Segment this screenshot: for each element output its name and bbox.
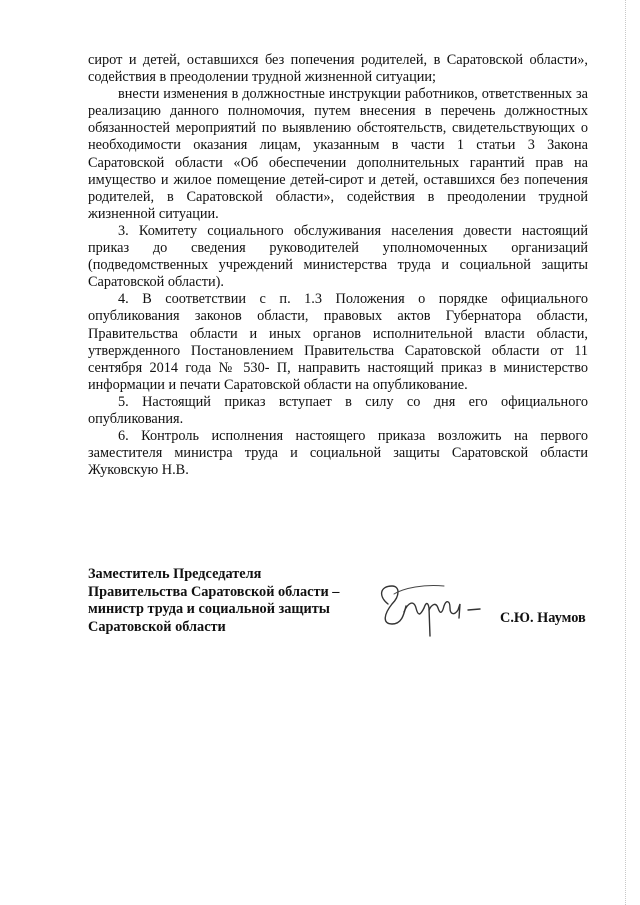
signer-position-line: министр труда и социальной защиты — [88, 601, 330, 618]
signature-block — [88, 566, 608, 646]
handwritten-signature — [374, 574, 484, 644]
signer-position — [88, 566, 388, 636]
signer-position-line: Саратовской области — [88, 618, 226, 635]
paragraph-item-6: 6. Контроль исполнения настоящего приказа возложить на первого заместителя министра труда и социальной защиты Саратовской области Жуковскую Н.В. — [88, 428, 588, 479]
paragraph-item-4: 4. В соответствии с п. 1.3 Положения о порядке официального опубликования законов области, правовых актов Губернатора области, Правительства области и иных органов исполнительной власти области, утвержденного Постановлением Правительства Саратовской области от 11 сентября 2014 года № 530- П, направить настоящий приказ в министерство информации и печати Саратовской области на опубликование. — [88, 291, 588, 393]
paragraph-instructions: внести изменения в должностные инструкции работников, ответственных за реализацию данного полномочия, путем внесения в перечень должностных обязанностей мероприятий по выявлению обстоятельств, свидетельствующих о необходимости оказания лицам, указанным в части 1 статьи 3 Закона Саратовской области «Об обеспечении дополнительных гарантий прав на имущество и жилое помещение детей-сирот и детей, оставшихся без попечения родителей, в Саратовской области», содействия в преодолении трудной жизненной ситуации. — [88, 86, 588, 222]
signer-name: С.Ю. Наумов — [500, 610, 586, 626]
signer-position-line: Правительства Саратовской области – — [88, 583, 340, 600]
scan-edge-line — [624, 0, 626, 905]
paragraph-continuation: сирот и детей, оставшихся без попечения родителей, в Саратовской области», содействия в преодолении трудной жизненной ситуации; — [88, 52, 588, 86]
paragraph-item-5: 5. Настоящий приказ вступает в силу со дня его официального опубликования. — [88, 393, 588, 427]
document-body — [88, 52, 588, 479]
paragraph-item-3: 3. Комитету социального обслуживания населения довести настоящий приказ до сведения руководителей уполномоченных организаций (подведомственных учреждений министерства труда и социальной защиты Саратовской области). — [88, 222, 588, 291]
signer-position-line: Заместитель Председателя — [88, 566, 262, 582]
